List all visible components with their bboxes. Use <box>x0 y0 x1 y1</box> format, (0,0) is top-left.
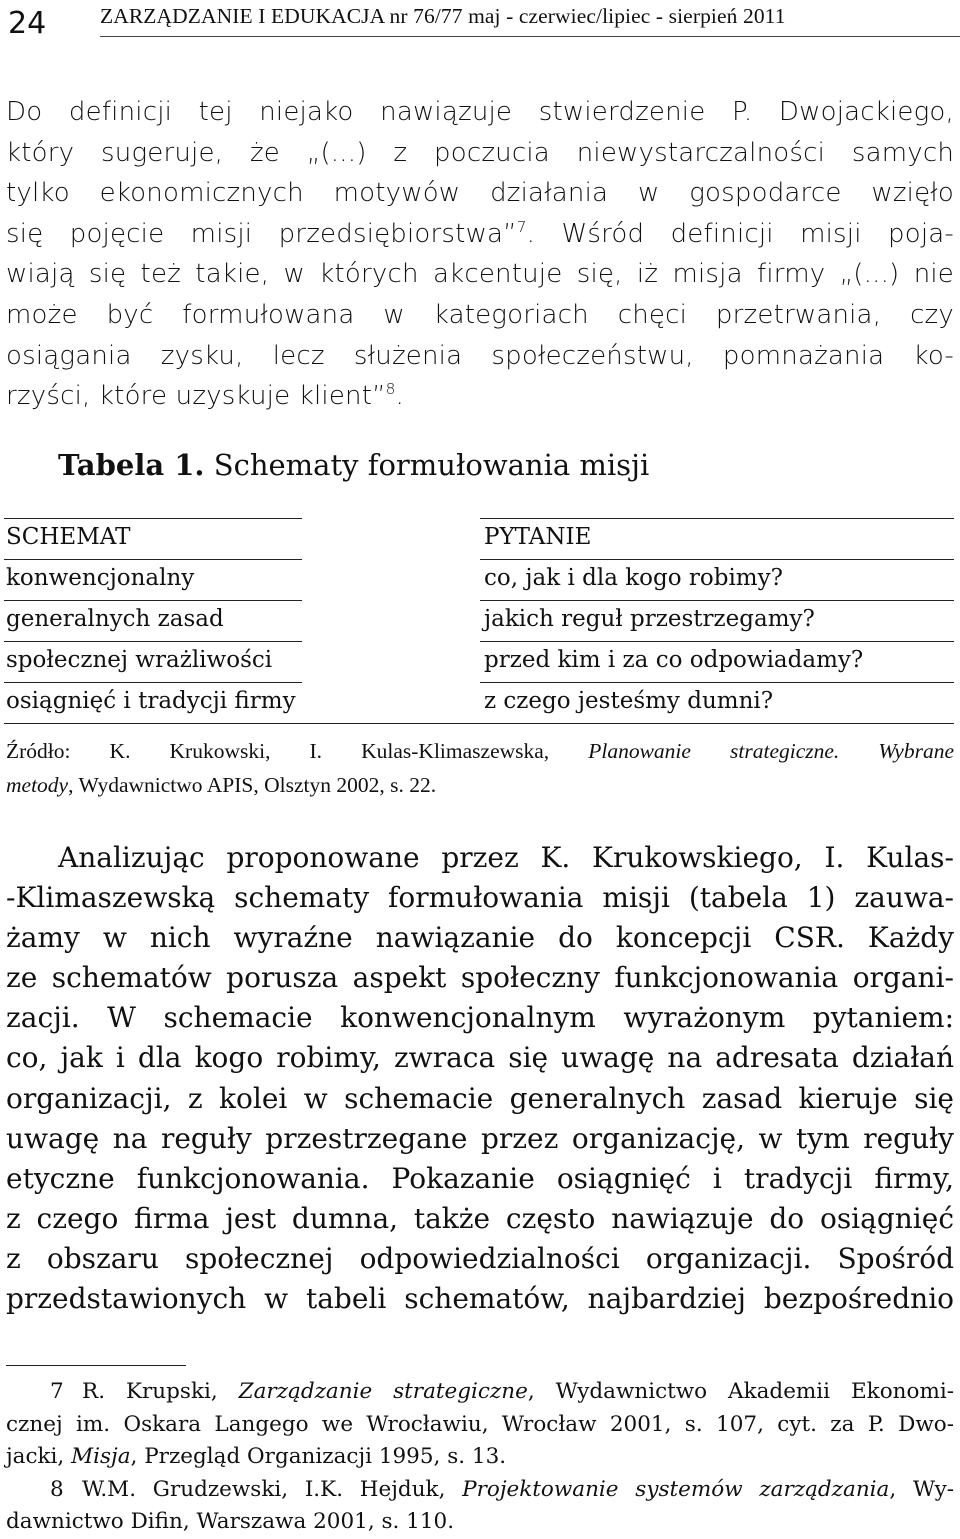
footnote-7-line <box>6 1376 954 1409</box>
source-text: Źródło: K. Krukowski, I. Kulas-Klimaszewska, <box>6 739 589 763</box>
footnote-8-line: dawnictwo Difin, Warszawa 2001, s. 110. <box>6 1509 455 1534</box>
text-line: zacji. W schemacie konwencjonalnym wyrażonym pytaniem: <box>6 1001 954 1035</box>
table-row <box>4 642 954 683</box>
text-line: przedstawionych w tabeli schematów, najbardziej bezpośrednio <box>6 1282 954 1316</box>
text-line: może być formułowana w kategoriach chęci przetrwania, czy <box>6 299 954 330</box>
table-row <box>4 683 954 724</box>
page-header <box>8 0 954 40</box>
table-cell: jakich reguł przestrzegamy? <box>484 606 815 632</box>
table-source <box>6 734 954 802</box>
footnote-text: , Wydawnictwo Akademii Ekonomi- <box>527 1379 954 1404</box>
footnote-text: R. Krupski, <box>82 1379 239 1404</box>
table-row <box>4 560 954 601</box>
footnote-text: , Przegląd Organizacji 1995, s. 13. <box>130 1444 507 1469</box>
text-line: osiągania zysku, lecz służenia społeczeństwu, pomnażania ko- <box>6 340 954 371</box>
column-header-pytanie: PYTANIE <box>484 524 592 550</box>
text-line <box>6 214 954 255</box>
text-line <box>6 376 954 417</box>
footnote-text: , Wy- <box>889 1476 955 1502</box>
table-title <box>58 448 649 482</box>
column-gap <box>302 641 480 682</box>
table-cell: osiągnięć i tradycji firmy <box>6 688 296 714</box>
text-line: żamy w nich wyraźne nawiązanie do koncepcji CSR. Każdy <box>6 921 954 955</box>
text-segment: . Wśród definicji misji poja- <box>526 218 954 249</box>
column-gap <box>302 600 480 641</box>
text-line <box>6 768 954 802</box>
source-title: Planowanie strategiczne. Wybrane <box>588 739 954 763</box>
text-line: z obszaru społecznej odpowiedzialności organizacji. Spośród <box>6 1241 954 1275</box>
text-line: który sugeruje, że „(...) z poczucia niewystarczalności samych <box>6 137 954 168</box>
table-caption: Schematy formułowania misji <box>204 448 650 482</box>
column-header-schemat: SCHEMAT <box>6 524 131 550</box>
text-line: ze schematów porusza aspekt społeczny funkcjonowania organi- <box>6 961 954 995</box>
text-segment: . <box>395 381 404 412</box>
running-head: ZARZĄDZANIE I EDUKACJA nr 76/77 maj - czerwiec/lipiec - sierpień 2011 <box>100 4 786 28</box>
table-cell: przed kim i za co odpowiadamy? <box>484 647 864 673</box>
table-cell: konwencjonalny <box>6 565 195 591</box>
column-gap <box>302 559 480 600</box>
table-cell: z czego jesteśmy dumni? <box>484 688 774 714</box>
table-cell: społecznej wrażliwości <box>6 647 273 673</box>
footnote-title: Misja <box>71 1444 131 1469</box>
footnote-7-line <box>6 1441 954 1474</box>
text-line: wiają się też takie, w których akcentuje się, iż misja firmy „(...) nie <box>6 259 954 290</box>
paragraph-analysis <box>6 838 954 1319</box>
footnote-7-line: cznej im. Oskara Langego we Wrocławiu, Wrocław 2001, s. 107, cyt. za P. Dwo- <box>6 1411 954 1437</box>
text-line: co, jak i dla kogo robimy, zwraca się uwagę na adresata działań <box>6 1041 954 1075</box>
text-line: Analizując proponowane przez K. Krukowskiego, I. Kulas- <box>58 841 954 874</box>
column-gap <box>302 682 480 723</box>
footnote-title: Zarządzanie strategiczne <box>238 1379 528 1404</box>
footnote-ref-8: 8 <box>385 380 396 399</box>
source-text: , Wydawnictwo APIS, Olsztyn 2002, s. 22. <box>68 773 437 797</box>
paragraph-intro <box>6 92 954 417</box>
table-header-row <box>4 518 954 560</box>
text-segment: rzyści, które uzyskuje klient” <box>6 381 386 412</box>
header-rule <box>100 36 960 37</box>
footnote-title: Projektowanie systemów zarządzania <box>462 1476 890 1502</box>
text-line: uwagę na reguły przestrzegane przez organizację, w tym reguły <box>6 1121 954 1155</box>
footnote-number: 7 <box>50 1379 64 1404</box>
text-line <box>6 734 954 768</box>
source-title-cont: metody <box>6 773 69 797</box>
footnote-text: W.M. Grudzewski, I.K. Hejduk, <box>82 1476 463 1502</box>
text-line: Do definicji tej niejako nawiązuje stwierdzenie P. Dwojackiego, <box>6 97 954 127</box>
text-segment: się pojęcie misji przedsiębiorstwa” <box>6 218 517 249</box>
footnote-text: jacki, <box>6 1444 72 1469</box>
mission-schemes-table <box>4 518 954 724</box>
text-line: etyczne funkcjonowania. Pokazanie osiągnięć i tradycji firmy, <box>6 1161 954 1195</box>
text-line: z czego firma jest dumna, także często nawiązuje do osiągnięć <box>6 1201 954 1235</box>
column-gap <box>302 518 480 559</box>
text-line: tylko ekonomicznych motywów działania w gospodarce wzięło <box>6 178 954 209</box>
page-number: 24 <box>8 6 47 41</box>
footnote-8-line <box>6 1474 954 1507</box>
table-cell: generalnych zasad <box>6 606 224 632</box>
footnote-rule <box>6 1365 186 1366</box>
text-line: -Klimaszewską schematy formułowania misji (tabela 1) zauwa- <box>6 881 954 915</box>
table-row <box>4 601 954 642</box>
text-line: organizacji, z kolei w schemacie generalnych zasad kieruje się <box>6 1081 954 1115</box>
footnote-ref-7: 7 <box>516 217 527 236</box>
table-label: Tabela 1. <box>58 448 205 482</box>
table-cell: co, jak i dla kogo robimy? <box>484 565 783 591</box>
footnote-number: 8 <box>50 1476 64 1502</box>
footnotes <box>6 1376 954 1539</box>
